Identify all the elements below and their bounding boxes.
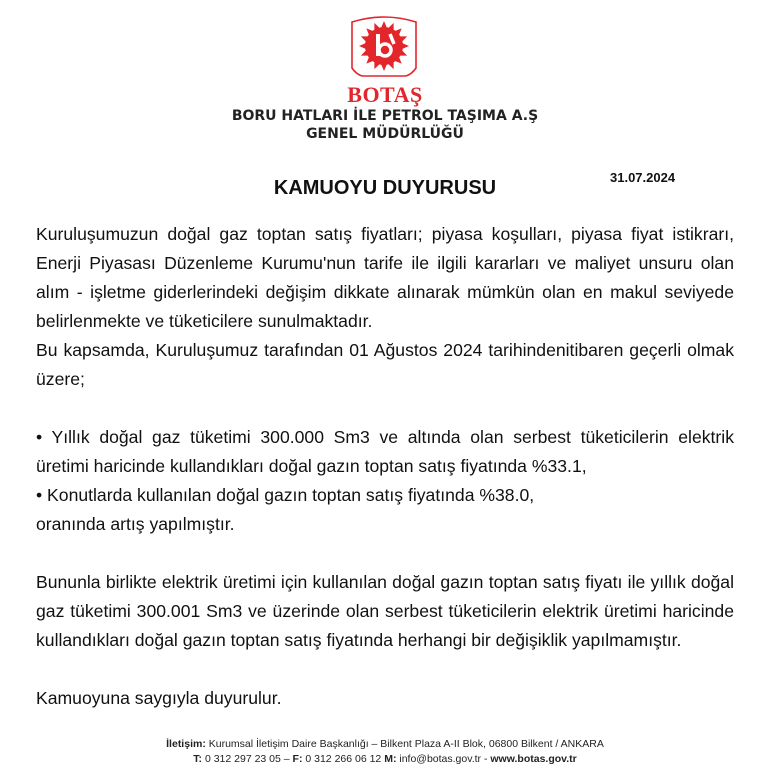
bullet-item-serbest: • Yıllık doğal gaz tüketimi 300.000 Sm3 ve altında olan serbest tüketicilerin elektrik üretimi haricinde kullandıkları doğal gazın toptan satış fiyatında %33.1, [36,427,734,476]
closing-text: Kamuoyuna saygıyla duyurulur. [36,688,282,708]
paragraph-intro: Kuruluşumuzun doğal gaz toptan satış fiyatları; piyasa koşulları, piyasa fiyat istikrarı, Enerji Piyasası Düzenleme Kurumu'nun tarife ile ilgili kararları ve maliyet unsuru olan alım - işletme giderlerindeki değişim dikkate alınarak mümkün olan en makul seviyede belirlenmekte ve tüketicilere sunulmaktadır. [36,224,734,331]
contact-address: Kurumsal İletişim Daire Başkanlığı – Bilkent Plaza A-II Blok, 06800 Bilkent / ANKARA [205,738,604,750]
footer-contact [0,737,770,767]
mail-label: M: [384,753,397,765]
bullet-item-konut: • Konutlarda kullanılan doğal gazın toptan satış fiyatında %38.0, [36,485,535,505]
phone-number: 0 312 297 23 05 – [202,753,293,765]
phone-label: T: [193,753,203,765]
paragraph-scope: Bu kapsamda, Kuruluşumuz tarafından 01 Ağustos 2024 tarihindenitibaren geçerli olmak üzere; [36,340,734,389]
email-link[interactable]: info@botas.gov.tr - [396,753,491,765]
contact-label: İletişim: [166,738,206,750]
footer-phone-line [0,752,770,767]
organization-subtitle: GENEL MÜDÜRLÜĞÜ [306,126,464,142]
fax-number: 0 312 266 06 12 [302,753,385,765]
organization-name: BORU HATLARI İLE PETROL TAŞIMA A.Ş [231,108,539,124]
bullet-tail-text: oranında artış yapılmıştır. [36,514,235,534]
website-link[interactable]: www.botas.gov.tr [490,753,577,765]
announcement-date: 31.07.2024 [610,170,676,185]
footer-address-line [0,737,770,752]
announcement-title: KAMUOYU DUYURUSU [273,177,497,199]
announcement-body [36,220,734,713]
botas-logo-icon [346,14,422,86]
brand-name: BOTAŞ [347,82,423,107]
paragraph-unchanged: Bununla birlikte elektrik üretimi için kullanılan doğal gazın toptan satış fiyatı ile yıllık doğal gaz tüketimi 300.001 Sm3 ve üzerinde olan serbest tüketicilerin elektrik üretimi haricinde kullandıkları doğal gazın toptan satış fiyatında herhangi bir değişiklik yapılmamıştır. [36,572,734,650]
fax-label: F: [292,753,303,765]
